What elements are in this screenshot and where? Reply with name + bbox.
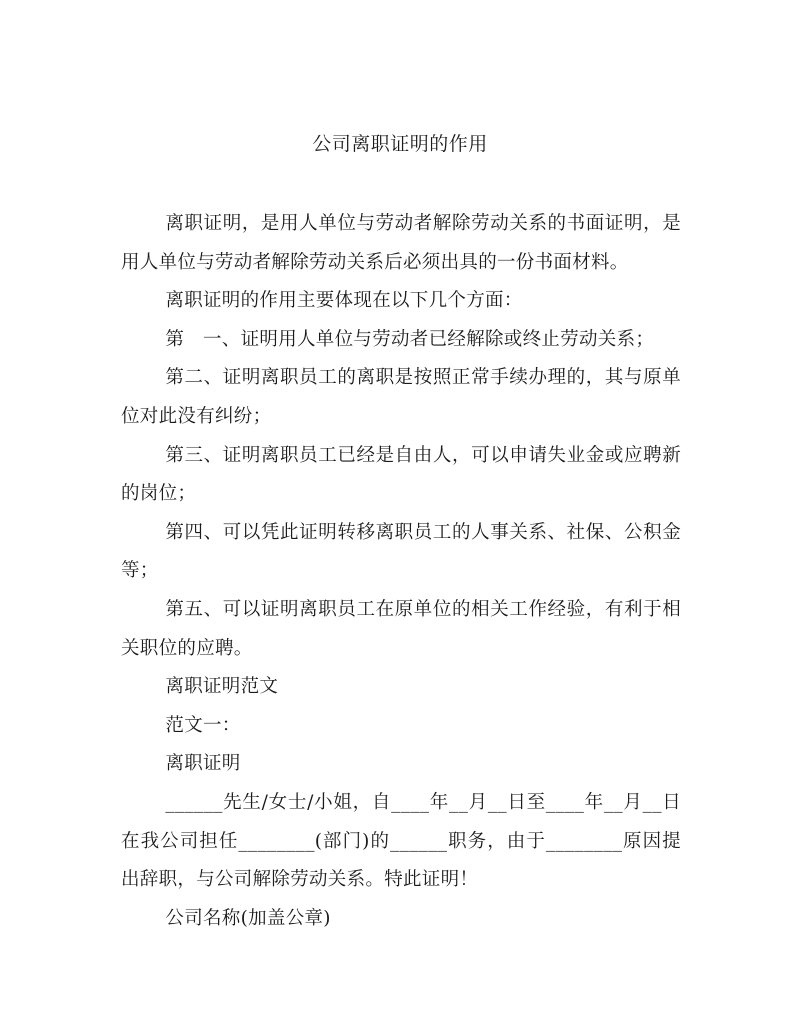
paragraph-sample-one-label: 范文一： [165,714,241,736]
paragraph-certificate-body: ______先生/女士/小姐，自____年__月__日至____年__月__日在我公司担任________(部门)的______职务，由于________原因提出辞职，与公司解除劳动关系。特此证明！ [121,791,681,891]
paragraph-certificate-title: 离职证明 [165,753,241,775]
paragraph-definition: 离职证明，是用人单位与劳动者解除劳动关系的书面证明，是用人单位与劳动者解除劳动关系后必须出具的一份书面材料。 [121,213,681,273]
paragraph-company-seal: 公司名称(加盖公章) [165,907,331,929]
paragraph-purpose-intro: 离职证明的作用主要体现在以下几个方面： [165,290,523,312]
document-title: 公司离职证明的作用 [312,133,488,155]
paragraph-point-2: 第二、证明离职员工的离职是按照正常手续办理的，其与原单位对此没有纠纷； [121,367,681,427]
paragraph-point-1: 第 一、证明用人单位与劳动者已经解除或终止劳动关系； [165,328,655,350]
paragraph-point-4: 第四、可以凭此证明转移离职员工的人事关系、社保、公积金等； [121,521,681,582]
document-body [121,205,681,938]
paragraph-sample-heading: 离职证明范文 [165,676,279,698]
paragraph-point-3: 第三、证明离职员工已经是自由人，可以申请失业金或应聘新的岗位； [121,444,681,505]
paragraph-point-5: 第五、可以证明离职员工在原单位的相关工作经验，有利于相关职位的应聘。 [121,598,681,659]
